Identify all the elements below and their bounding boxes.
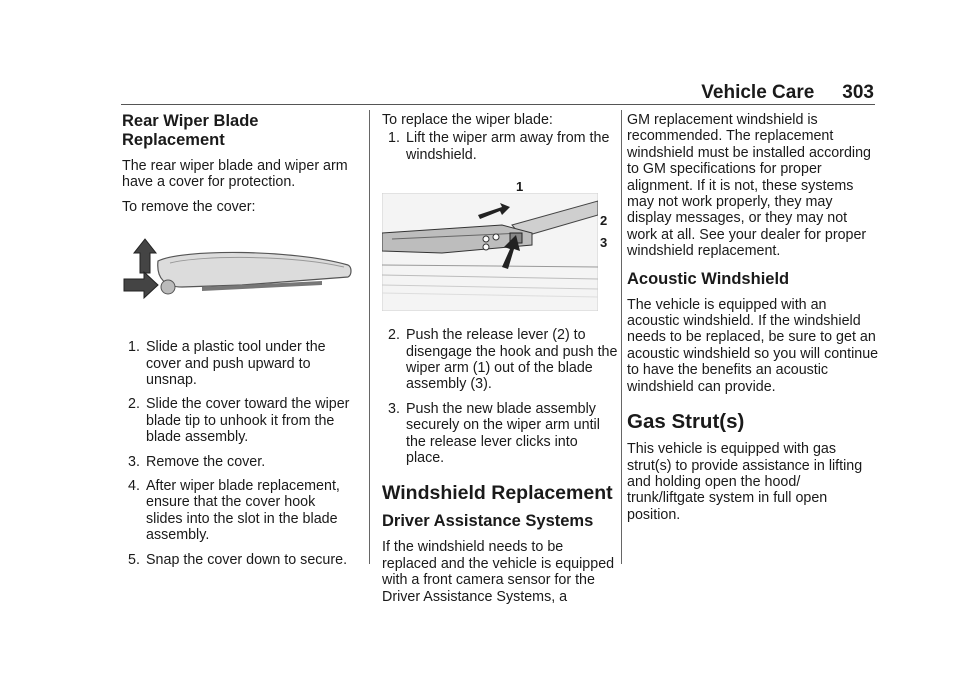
wiper-arm-drawing bbox=[382, 193, 598, 311]
list-item: 2. Push the release lever (2) to disengage the hook and push the wiper arm (1) out of the blade assembly (3). bbox=[388, 327, 618, 393]
rear-wiper-cover-illustration bbox=[122, 235, 354, 325]
list-item: 3. Push the new blade assembly securely on the wiper arm until the release lever clicks into place. bbox=[388, 400, 600, 467]
blade-replacement-steps bbox=[382, 327, 618, 466]
column-divider bbox=[621, 110, 622, 564]
header-rule bbox=[121, 104, 875, 105]
column-3 bbox=[627, 112, 879, 531]
paragraph: To replace the wiper blade: bbox=[382, 112, 553, 128]
paragraph: To remove the cover: bbox=[122, 198, 256, 215]
heading-gas-struts: Gas Strut(s) bbox=[627, 410, 745, 434]
paragraph: This vehicle is equipped with gas strut(s) to provide assistance in lifting and holding open the hood/ trunk/liftgate system in full open position. bbox=[627, 441, 863, 523]
column-divider bbox=[369, 110, 370, 564]
list-item: 2. Slide the cover toward the wiper blade tip to unhook it from the blade assembly. bbox=[128, 396, 350, 446]
list-item: 1. Lift the wiper arm away from the windshield. bbox=[388, 130, 610, 163]
column-1 bbox=[122, 112, 354, 576]
heading-rear-wiper: Rear Wiper Blade Replacement bbox=[122, 112, 259, 149]
paragraph: GM replacement windshield is recommended. The replacement windshield must be installed according to GM specifications for proper alignment. If it is not, these systems may not work properly, they may display messages, or they may not work at all. See your dealer for proper windshield replacement. bbox=[627, 112, 871, 260]
column-2 bbox=[382, 112, 618, 613]
wiper-arm-illustration bbox=[382, 179, 618, 313]
heading-windshield-replacement: Windshield Replacement bbox=[382, 482, 613, 505]
cover-removal-steps bbox=[122, 339, 354, 568]
paragraph: The rear wiper blade and wiper arm have a cover for protection. bbox=[122, 158, 348, 191]
callout-1: 1 bbox=[516, 179, 524, 195]
heading-driver-assistance: Driver Assistance Systems bbox=[382, 512, 594, 531]
list-item: 3. Remove the cover. bbox=[128, 453, 266, 470]
list-item: 5. Snap the cover down to secure. bbox=[128, 551, 348, 568]
page-number: 303 bbox=[842, 82, 874, 103]
list-item: 1. Slide a plastic tool under the cover and push upward to unsnap. bbox=[128, 339, 326, 389]
paragraph: If the windshield needs to be replaced and the vehicle is equipped with a front camera sensor for the Driver Assistance Systems, a bbox=[382, 539, 615, 605]
section-title: Vehicle Care bbox=[701, 82, 815, 103]
page-header bbox=[701, 82, 874, 104]
paragraph: The vehicle is equipped with an acoustic windshield. If the windshield needs to be replaced, be sure to get an acoustic windshield so you will continue to have the benefits an acoustic windshield can provide. bbox=[627, 296, 879, 395]
blade-replacement-step-1 bbox=[382, 130, 618, 163]
rear-wiper-cover-drawing bbox=[122, 235, 354, 315]
callout-2: 2 bbox=[600, 213, 608, 229]
list-item: 4. After wiper blade replacement, ensure that the cover hook slides into the slot in the blade assembly. bbox=[128, 478, 340, 544]
heading-acoustic-windshield: Acoustic Windshield bbox=[627, 269, 790, 288]
callout-3: 3 bbox=[600, 235, 608, 251]
